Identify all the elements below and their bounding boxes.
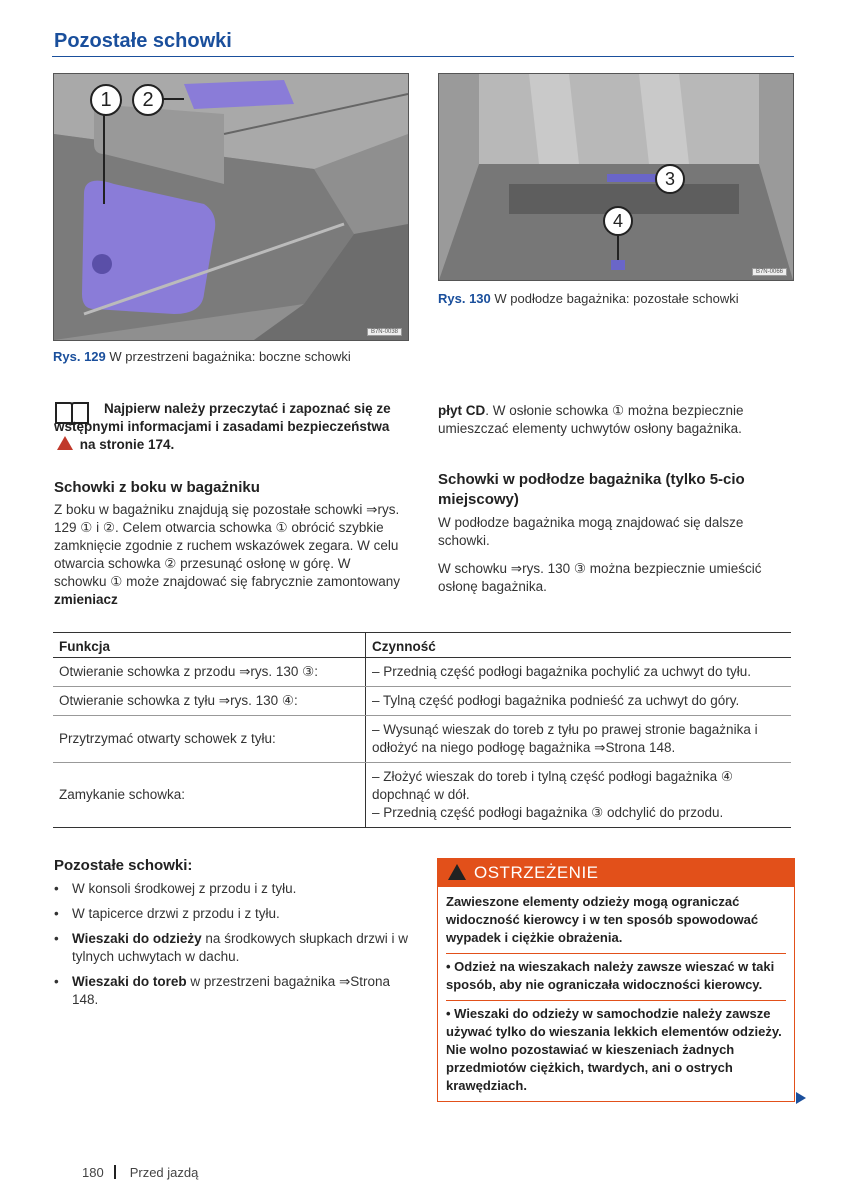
section-floor-heading: Schowki w podłodze bagażnika (tylko 5-cio miejscowy) [438,471,745,508]
list-item: • W konsoli środkowej z przodu i z tyłu. [48,880,408,898]
other-list [48,880,408,1009]
other-list-wrap [48,880,408,1016]
table-cell-action: – Tylną część podłogi bagażnika podnieść za uchwyt do góry. [366,687,792,716]
section-side-bold: zmieniacz [54,592,118,607]
section-side-text [54,501,406,609]
functions-table-wrap [53,632,791,828]
figure-129-text: W przestrzeni bagażnika: boczne schowki [109,349,351,364]
figure-130 [438,73,794,281]
section-side-paragraph: Z boku w bagażniku znajdują się pozostałe schowki ⇒rys. 129 ① i ②. Celem otwarcia schowka ① obrócić szybkie zamknięcie zgodnie z ruchem wskazówek zegara. W celu otwarcia schowka ② przesunąć osłonę w górę. W schowku ① może znajdować się fabrycznie zamontowany [54,502,401,589]
page-title: Pozostałe schowki [54,30,232,52]
warning-title: OSTRZEŻENIE [474,863,599,882]
warning-triangle-icon [448,864,466,880]
callout-1: 1 [90,84,122,116]
next-page-arrow-icon [796,1092,806,1104]
continuation-text: . W osłonie schowka ① można bezpiecznie umieszczać elementy uchwytów osłony bagażnika. [438,403,744,436]
section-side-heading: Schowki z boku w bagażniku [54,479,260,496]
figure-130-caption [438,290,768,308]
list-item: • Wieszaki do odzieży na środkowych słupkach drzwi i w tylnych uchwytach w dachu. [48,930,408,966]
table-cell-action-line2: – Przednią część podłogi bagażnika ③ odchylić do przodu. [372,805,724,820]
title-rule [52,56,794,57]
list-item: • Wieszaki do toreb w przestrzeni bagażnika ⇒Strona 148. [48,973,408,1009]
figure-130-number: Rys. 130 [438,291,491,306]
table-row [53,687,791,716]
figure-130-text: W podłodze bagażnika: pozostałe schowki [494,291,739,306]
table-cell-action: – Przednią część podłogi bagażnika pochylić za uchwyt do tyłu. [366,658,792,687]
warning-paragraph: Zawieszone elementy odzieży mogą ograniczać widoczność kierowcy i w ten sposób spowodować wypadek i ciężkie obrażenia. [446,894,759,945]
list-item: • W tapicerce drzwi z przodu i z tyłu. [48,905,408,923]
table-cell-action [366,763,792,828]
functions-table [53,632,791,828]
table-header-function: Funkcja [53,633,366,658]
section-side-continuation [438,402,793,438]
table-cell-function: Przytrzymać otwarty schowek z tyłu: [53,716,366,763]
callout-3: 3 [655,164,685,194]
figure-129-number: Rys. 129 [53,349,106,364]
page-number: 180 [82,1165,104,1180]
table-cell-function: Otwieranie schowka z przodu ⇒rys. 130 ③: [53,658,366,687]
table-row [53,763,791,828]
intro-note-text: Najpierw należy przeczytać i zapoznać się ze wstępnymi informacjami i zasadami bezpieczeństwa [54,401,391,434]
table-cell-action-line1: – Złożyć wieszak do toreb i tylną część podłogi bagażnika ④ dopchnąć w dół. [372,769,734,802]
figure-129 [53,73,409,341]
section-floor-p1: W podłodze bagażnika mogą znajdować się dalsze schowki. [438,515,744,548]
figure-129-code: B7N-0038 [367,328,402,336]
table-cell-action: – Wysunąć wieszak do toreb z tyłu po prawej stronie bagażnika i odłożyć na niego podłogę bagażnika ⇒Strona 148. [366,716,792,763]
footer-divider [114,1165,116,1179]
intro-note [54,400,406,454]
footer-section: Przed jazdą [129,1165,199,1180]
figure-130-code: B7N-0066 [752,268,787,276]
warning-paragraph: • Odzież na wieszakach należy zawsze wieszać w taki sposób, aby nie ograniczała widoczności kierowcy. [446,953,786,994]
section-floor-p2: W schowku ⇒rys. 130 ③ można bezpiecznie umieścić osłonę bagażnika. [438,561,762,594]
table-cell-function: Otwieranie schowka z tyłu ⇒rys. 130 ④: [53,687,366,716]
table-row [53,658,791,687]
figure-130-illustration [439,74,793,280]
figure-129-caption [53,348,383,366]
warning-paragraph: • Wieszaki do odzieży w samochodzie należy zawsze używać tylko do wieszania lekkich elementów odzieży. Nie wolno pozostawiać w kieszeniach żadnych przedmiotów ciężkich, twardych, ani o ostrych krawędziach. [446,1000,786,1095]
intro-note-tail: na stronie 174. [79,437,175,452]
table-row [53,716,791,763]
callout-4: 4 [603,206,633,236]
warning-box [437,858,795,1102]
table-cell-function: Zamykanie schowka: [53,763,366,828]
warning-header [438,859,794,887]
continuation-bold: płyt CD [438,403,486,418]
warning-body [438,887,794,1101]
callout-2: 2 [132,84,164,116]
warning-triangle-icon [57,436,73,450]
other-heading: Pozostałe schowki: [54,857,193,874]
table-header-action: Czynność [366,633,792,658]
page-footer [82,1165,198,1180]
